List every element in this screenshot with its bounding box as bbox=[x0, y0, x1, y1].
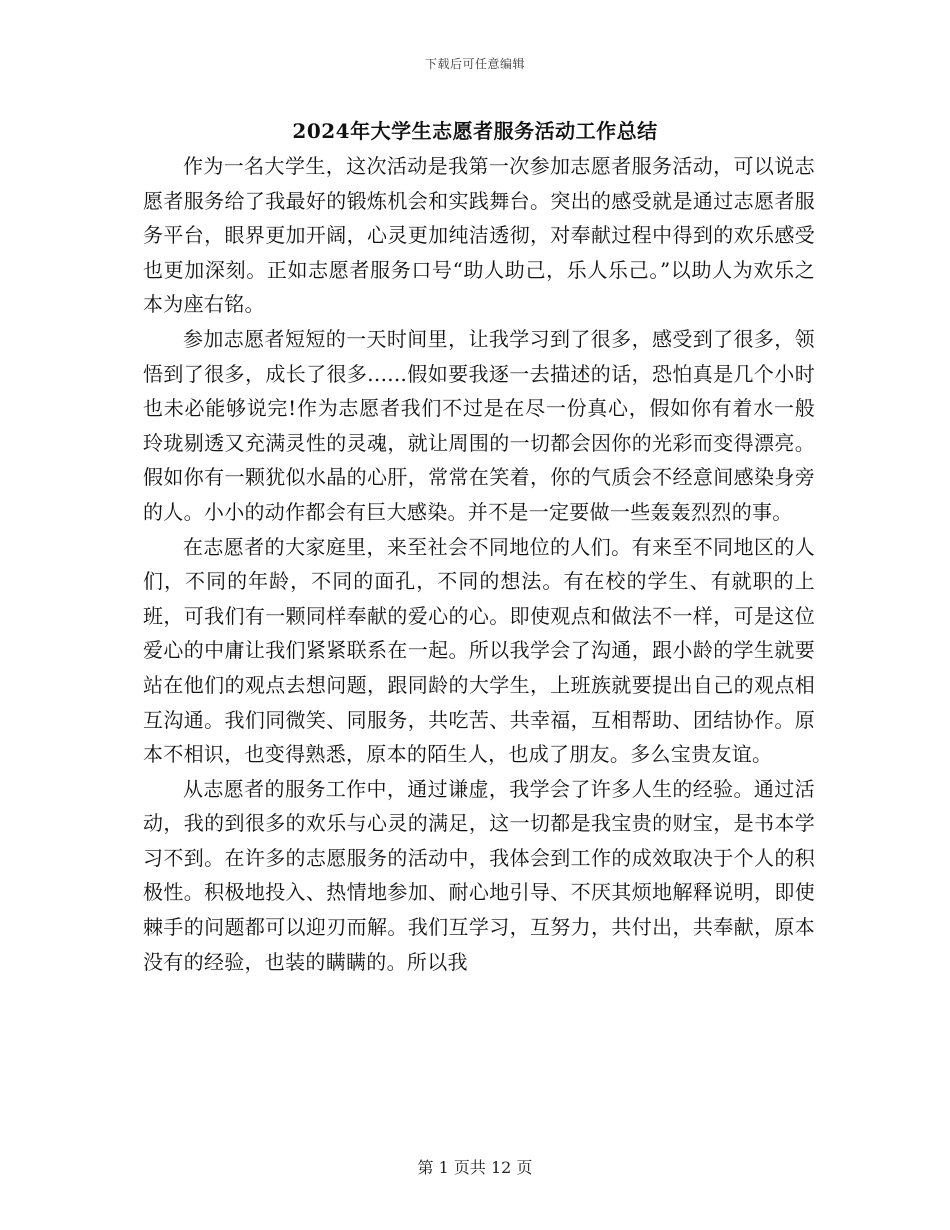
page-footer: 第 1 页共 12 页 bbox=[417, 1158, 533, 1177]
paragraph: 在志愿者的大家庭里，来至社会不同地位的人们。有来至不同地区的人们，不同的年龄，不同的面孔，不同的想法。有在校的学生、有就职的上班，可我们有一颗同样奉献的爱心的心。即使观点和做法不一样，可是这位爱心的中庸让我们紧紧联系在一起。所以我学会了沟通，跟小龄的学生就要站在他们的观点去想问题，跟同龄的大学生，上班族就要提出自己的观点相互沟通。我们同微笑、同服务，共吃苦、共幸福，互相帮助、团结协作。原本不相识，也变得熟悉，原本的陌生人，也成了朋友。多么宝贵友谊。 bbox=[143, 534, 815, 767]
paragraph: 作为一名大学生，这次活动是我第一次参加志愿者服务活动，可以说志愿者服务给了我最好的锻炼机会和实践舞台。突出的感受就是通过志愿者服务平台，眼界更加开阔，心灵更加纯洁透彻，对奉献过程中得到的欢乐感受也更加深刻。正如志愿者服务口号“助人助己，乐人乐己。”以助人为欢乐之本为座右铭。 bbox=[143, 154, 815, 317]
document-body bbox=[143, 149, 815, 979]
paragraph: 参加志愿者短短的一天时间里，让我学习到了很多，感受到了很多，领悟到了很多，成长了很多......假如要我逐一去描述的话，恐怕真是几个小时也未必能够说完!作为志愿者我们不过是在尽一份真心，假如你有着水一般玲珑剔透又充满灵性的灵魂，就让周围的一切都会因你的光彩而变得漂亮。假如你有一颗犹似水晶的心肝，常常在笑着，你的气质会不经意间感染身旁的人。小小的动作都会有巨大感染。并不是一定要做一些轰轰烈烈的事。 bbox=[143, 326, 815, 524]
page-header: 下载后可任意编辑 bbox=[424, 57, 525, 71]
paragraph: 从志愿者的服务工作中，通过谦虚，我学会了许多人生的经验。通过活动，我的到很多的欢乐与心灵的满足，这一切都是我宝贵的财宝，是书本学习不到。在许多的志愿服务的活动中，我体会到工作的成效取决于个人的积极性。积极地投入、热情地参加、耐心地引导、不厌其烦地解释说明，即使棘手的问题都可以迎刃而解。我们互学习，互努力，共付出，共奉献，原本没有的经验，也装的瞒瞒的。所以我 bbox=[143, 776, 815, 974]
document-title: 2024年大学生志愿者服务活动工作总结 bbox=[292, 119, 658, 143]
